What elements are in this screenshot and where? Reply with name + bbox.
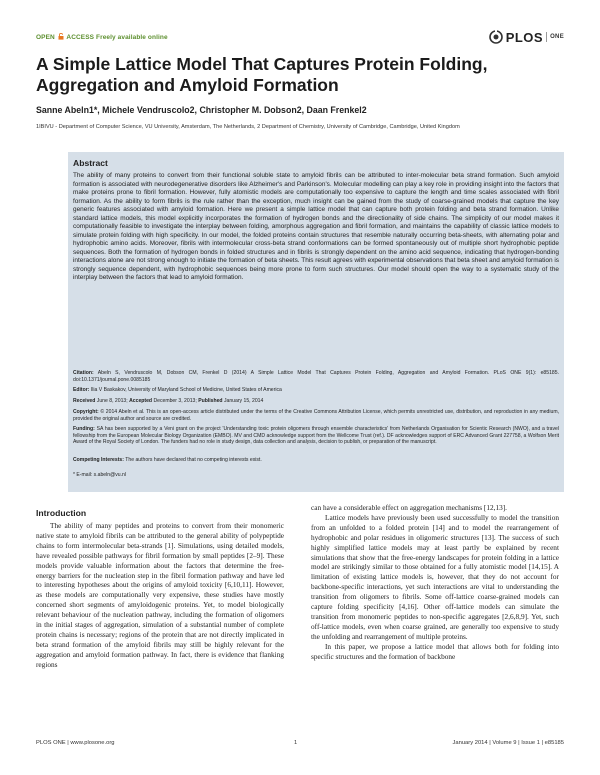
body-column-left [36, 521, 284, 670]
paragraph: Lattice models have previously been used successfully to model the transition from an unfolded to a folded protein [14] and to model the rearrangement of hydrophobic and polar residues in oligomeric structures [13]. The success of such highly simplified lattice models may at least partly be explained by recent simulations that show that the free-energy landscapes for protein folding in a lattice model are strikingly similar to those obtained for a fully atomistic model [14,15]. A limitation of existing lattice models is, however, that they do not account for backbone-specific interactions, yet such interactions are vital to understanding the transition from oligomers to fibrils. Some off-lattice coarse-grained models can capture folding specificity [4,16]. Other off-lattice models can simulate the transition from monomeric peptides to non-specific aggregates [2,6,8,9]. Yet, such off-lattice models, even when coarse grained, are generally too expensive to study the unfolding and rearrangement of multiple proteins. [311, 512, 559, 641]
paragraph: The ability of many peptides and proteins to convert from their monomeric native state to amyloid fibrils can be attributed to the general ability of polypeptide chains to form intermolecular beta-strands [1]. Simulations, using detailed models, have revealed possible pathways for fibril formation by small peptides [2–9]. These models provide valuable information about the factors that determine the free-energy barriers for the nucleation step in the fibril formation pathway and have led to interesting hypotheses about the origins of amyloid toxicity [6,10,11]. However, as these models are computationally very expensive, these studies have mostly concerned short segments of amyloidogenic proteins. Yet, to model biologically relevant behaviour of the nucleation pathway, including the formation of oligomers in the initial stages of aggregation, simulation of a substantial number of complete protein chains is necessary; regions of the protein that are not directly implicated in beta strand formation of the amyloid fibrils may still be highly relevant for the aggregation and amyloid formation pathway. In fact, there is evidence that flanking regions [36, 521, 284, 669]
article-title-line-2: Aggregation and Amyloid Formation [36, 75, 339, 95]
accepted-label: Accepted [129, 398, 153, 404]
plos-logo-sub: ONE [550, 34, 564, 40]
citation-text: Abeln S, Vendruscolo M, Dobson CM, Frenkel D (2014) A Simple Lattice Model That Captures Protein Folding, Aggregation and Amyloid Formation. PLoS ONE 9(1): e85185. doi:10.1371/journal.pone.0085185 [73, 370, 559, 383]
footer-issue: January 2014 | Volume 9 | Issue 1 | e85185 [452, 740, 564, 746]
introduction-heading: Introduction [36, 508, 87, 518]
footer-journal: PLOS ONE | www.plosone.org [36, 740, 115, 746]
article-title-line-1: A Simple Lattice Model That Captures Protein Folding, [36, 54, 488, 74]
accepted-date: December 3, 2013; [153, 398, 197, 404]
open-access-subtitle: ACCESS Freely available online [66, 34, 168, 41]
open-lock-icon [58, 33, 64, 40]
paragraph: can have a considerable effect on aggregation mechanisms [12,13]. [311, 503, 507, 512]
received-date: June 8, 2013; [96, 398, 128, 404]
body-column-right [311, 503, 559, 662]
published-date: January 15, 2014 [223, 398, 264, 404]
plos-logo-text: PLOS [505, 29, 544, 45]
abstract-heading: Abstract [73, 158, 108, 168]
journal-header [36, 28, 564, 48]
logo-divider [546, 32, 547, 42]
funding-label: Funding: [73, 426, 95, 432]
page-number: 1 [294, 740, 298, 746]
dates [73, 398, 559, 405]
funding-text: SA has been supported by a Veni grant on the project 'Understanding toxic protein oligomers through ensemble characteristics' from Netherlands Organisation for Scientic Research (NWO), and a travel fellowship from the European Molecular Biology Organization (EMBO). MV and CMD acknowledge support from the Wellcome Trust (ref.). DF acknowledges support of ERC Advanced Grant 227758, a Wolfson Merit Award of the Royal Society of London. The funders had no role in study design, data collection and analysis, decision to publish, or preparation of the manuscript. [73, 426, 559, 446]
plos-mark-icon [488, 29, 504, 45]
copyright [73, 409, 559, 422]
page-footer [36, 740, 564, 752]
author-list: Sanne Abeln1*, Michele Vendruscolo2, Christopher M. Dobson2, Daan Frenkel2 [36, 105, 367, 115]
published-label: Published [198, 398, 223, 404]
paragraph: In this paper, we propose a lattice model that allows both for folding into specific structures and the formation of backbone [311, 641, 559, 661]
competing-interests [73, 457, 559, 464]
abstract-panel [68, 152, 564, 492]
article-title [36, 54, 564, 96]
funding [73, 426, 559, 446]
plos-logo [488, 28, 564, 46]
editor-label: Editor: [73, 387, 90, 393]
editor-text: Ilia V Baskakov, University of Maryland School of Medicine, United States of America [90, 387, 282, 393]
copyright-label: Copyright: [73, 409, 99, 415]
abstract-text: The ability of many proteins to convert from their functional soluble state to amyloid fibrils can be attributed to inter-molecular beta strand formation. Such amyloid formation is associated with neurodegenerative disorders like Alzheimer's and Parkinson's. Molecular modelling can play a key role in providing insight into the factors that make proteins prone to fibril formation. However, fully atomistic models are computationally too expensive to capture the length and time scales associated with fibril formation. As the ability to form fibrils is the rule rather than the exception, much insight can be gained from the study of coarse-grained models that capture the key generic features associated with amyloid formation. Here we present a simple lattice model that can capture both protein folding and beta strand formation. Unlike standard lattice models, this model explicitly incorporates the formation of hydrogen bonds and the directionality of side chains. The simplicity of our model makes it computationally feasible to investigate the interplay between folding, amorphous aggregation and fibril formation, and maintains the capability of classic lattice models to simulate protein folding with high specificity. In our model, the folded proteins contain structures that resemble naturally occurring beta-sheets, with alternating polar and hydrophobic amino acids. Moreover, fibrils with intermolecular cross-beta strand conformations can be formed spontaneously out of multiple short hydrophobic peptide sequences. Both the formation of hydrogen bonds in folded structures and in fibrils is strongly dependent on the amino acid sequence, indicating that hydrogen-bonding interactions alone are not strong enough to initiate the formation of beta sheets. This result agrees with experimental observations that beta sheet and amyloid formation is strongly sequence dependent, with hydrophobic sequences being more prone to form such structures. Our model should open the way to a systematic study of the interplay between the factors that lead to amyloid formation. [73, 172, 559, 281]
corresponding-email: * E-mail: s.abeln@vu.nl [73, 472, 127, 478]
competing-label: Competing Interests: [73, 457, 124, 463]
editor [73, 387, 559, 394]
competing-text: The authors have declared that no competing interests exist. [125, 457, 262, 463]
copyright-text: © 2014 Abeln et al. This is an open-access article distributed under the terms of the Creative Commons Attribution License, which permits unrestricted use, distribution, and reproduction in any medium, provided the original author and source are credited. [73, 409, 559, 422]
citation-label: Citation: [73, 370, 94, 376]
citation [73, 370, 559, 383]
received-label: Received [73, 398, 96, 404]
open-access-label [36, 33, 168, 41]
affiliations: 1IBIVU - Department of Computer Science, VU University, Amsterdam, The Netherlands, 2 Department of Chemistry, University of Cambridge, Cambridge, United Kingdom [36, 124, 460, 130]
open-access-word: OPEN [36, 34, 55, 41]
